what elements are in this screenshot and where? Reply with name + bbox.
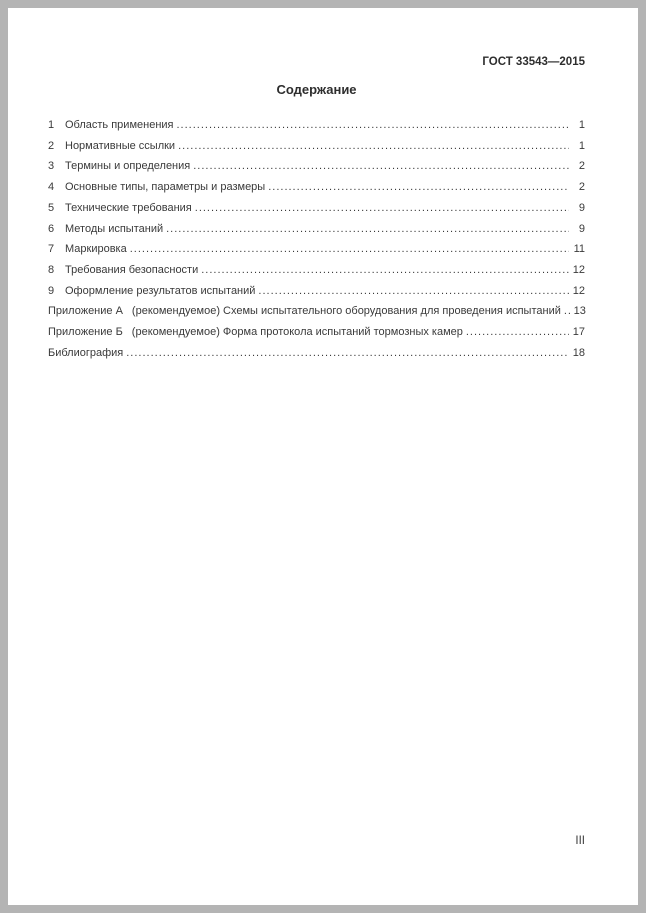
toc-entry: [48, 301, 585, 322]
toc-entry-number: 2: [48, 139, 55, 152]
document-page: [8, 8, 638, 905]
toc-entry-page: 12: [572, 284, 585, 297]
toc-entry-number: 6: [48, 222, 55, 235]
dot-leader: [466, 322, 569, 343]
toc-entry-number: 7: [48, 243, 55, 256]
toc-entry-page: 9: [578, 222, 585, 235]
toc-entry-label: Нормативные ссылки: [65, 139, 176, 152]
toc-entry-label: (рекомендуемое) Схемы испытательного оборудования для проведения испытаний: [131, 305, 561, 318]
dot-leader: [201, 260, 569, 281]
toc-entry-page: 1: [578, 119, 585, 131]
toc-entry: [48, 343, 585, 364]
dot-leader: [166, 219, 569, 240]
dot-leader: [258, 281, 569, 302]
toc-title: Содержание: [276, 82, 357, 97]
toc-entry-label: Термины и определения: [65, 160, 191, 173]
toc-entry: [48, 260, 585, 281]
toc-entry-label: Маркировка: [65, 243, 127, 256]
doc-number: ГОСТ 33543—2015: [482, 56, 585, 68]
toc-entry-label: Требования безопасности: [65, 263, 199, 276]
toc-entry-label: Библиография: [48, 346, 124, 359]
dot-leader: [564, 301, 570, 322]
toc-entry-page: 1: [578, 139, 585, 152]
toc-entry-label: (рекомендуемое) Форма протокола испытаний тормозных камер: [131, 326, 463, 339]
toc-entry: [48, 177, 585, 198]
toc-entry: [48, 322, 585, 343]
toc-entry-number: 1: [48, 119, 55, 131]
toc-entry-number: 4: [48, 181, 55, 194]
toc-entry-label: Оформление результатов испытаний: [65, 284, 256, 297]
toc-entry: [48, 281, 585, 302]
toc-entry-number: 8: [48, 263, 55, 276]
toc-entry-label: Технические требования: [65, 201, 192, 214]
toc-entry-page: 12: [572, 263, 585, 276]
toc-entry-page: 2: [578, 160, 585, 173]
table-of-contents: [48, 115, 585, 363]
dot-leader: [178, 136, 569, 157]
dot-leader: [177, 115, 570, 136]
toc-entry-number: 5: [48, 201, 55, 214]
toc-entry-page: 13: [573, 305, 586, 318]
toc-entry-page: 9: [578, 201, 585, 214]
toc-entry: [48, 198, 585, 219]
dot-leader: [195, 198, 569, 219]
toc-entry: [48, 219, 585, 240]
toc-entry-page: 17: [572, 326, 585, 339]
toc-entry-label: Методы испытаний: [65, 222, 164, 235]
toc-entry: [48, 239, 585, 260]
toc-entry-number: 9: [48, 284, 55, 297]
dot-leader: [268, 177, 569, 198]
toc-entry-number: 3: [48, 160, 55, 173]
toc-entry: [48, 136, 585, 157]
toc-entry-label: Основные типы, параметры и размеры: [65, 181, 266, 194]
toc-entry-page: 2: [578, 181, 585, 194]
toc-entry-label: Область применения: [65, 119, 174, 131]
toc-entry: [48, 115, 585, 136]
dot-leader: [126, 343, 569, 364]
toc-entry-page: 18: [572, 346, 585, 359]
toc-entry-number: Приложение Б: [48, 326, 123, 339]
dot-leader: [193, 156, 569, 177]
toc-entry-number: Приложение А: [48, 305, 123, 318]
page-number: III: [575, 835, 585, 847]
toc-entry-page: 11: [573, 243, 585, 256]
toc-entry: [48, 156, 585, 177]
dot-leader: [130, 239, 569, 260]
